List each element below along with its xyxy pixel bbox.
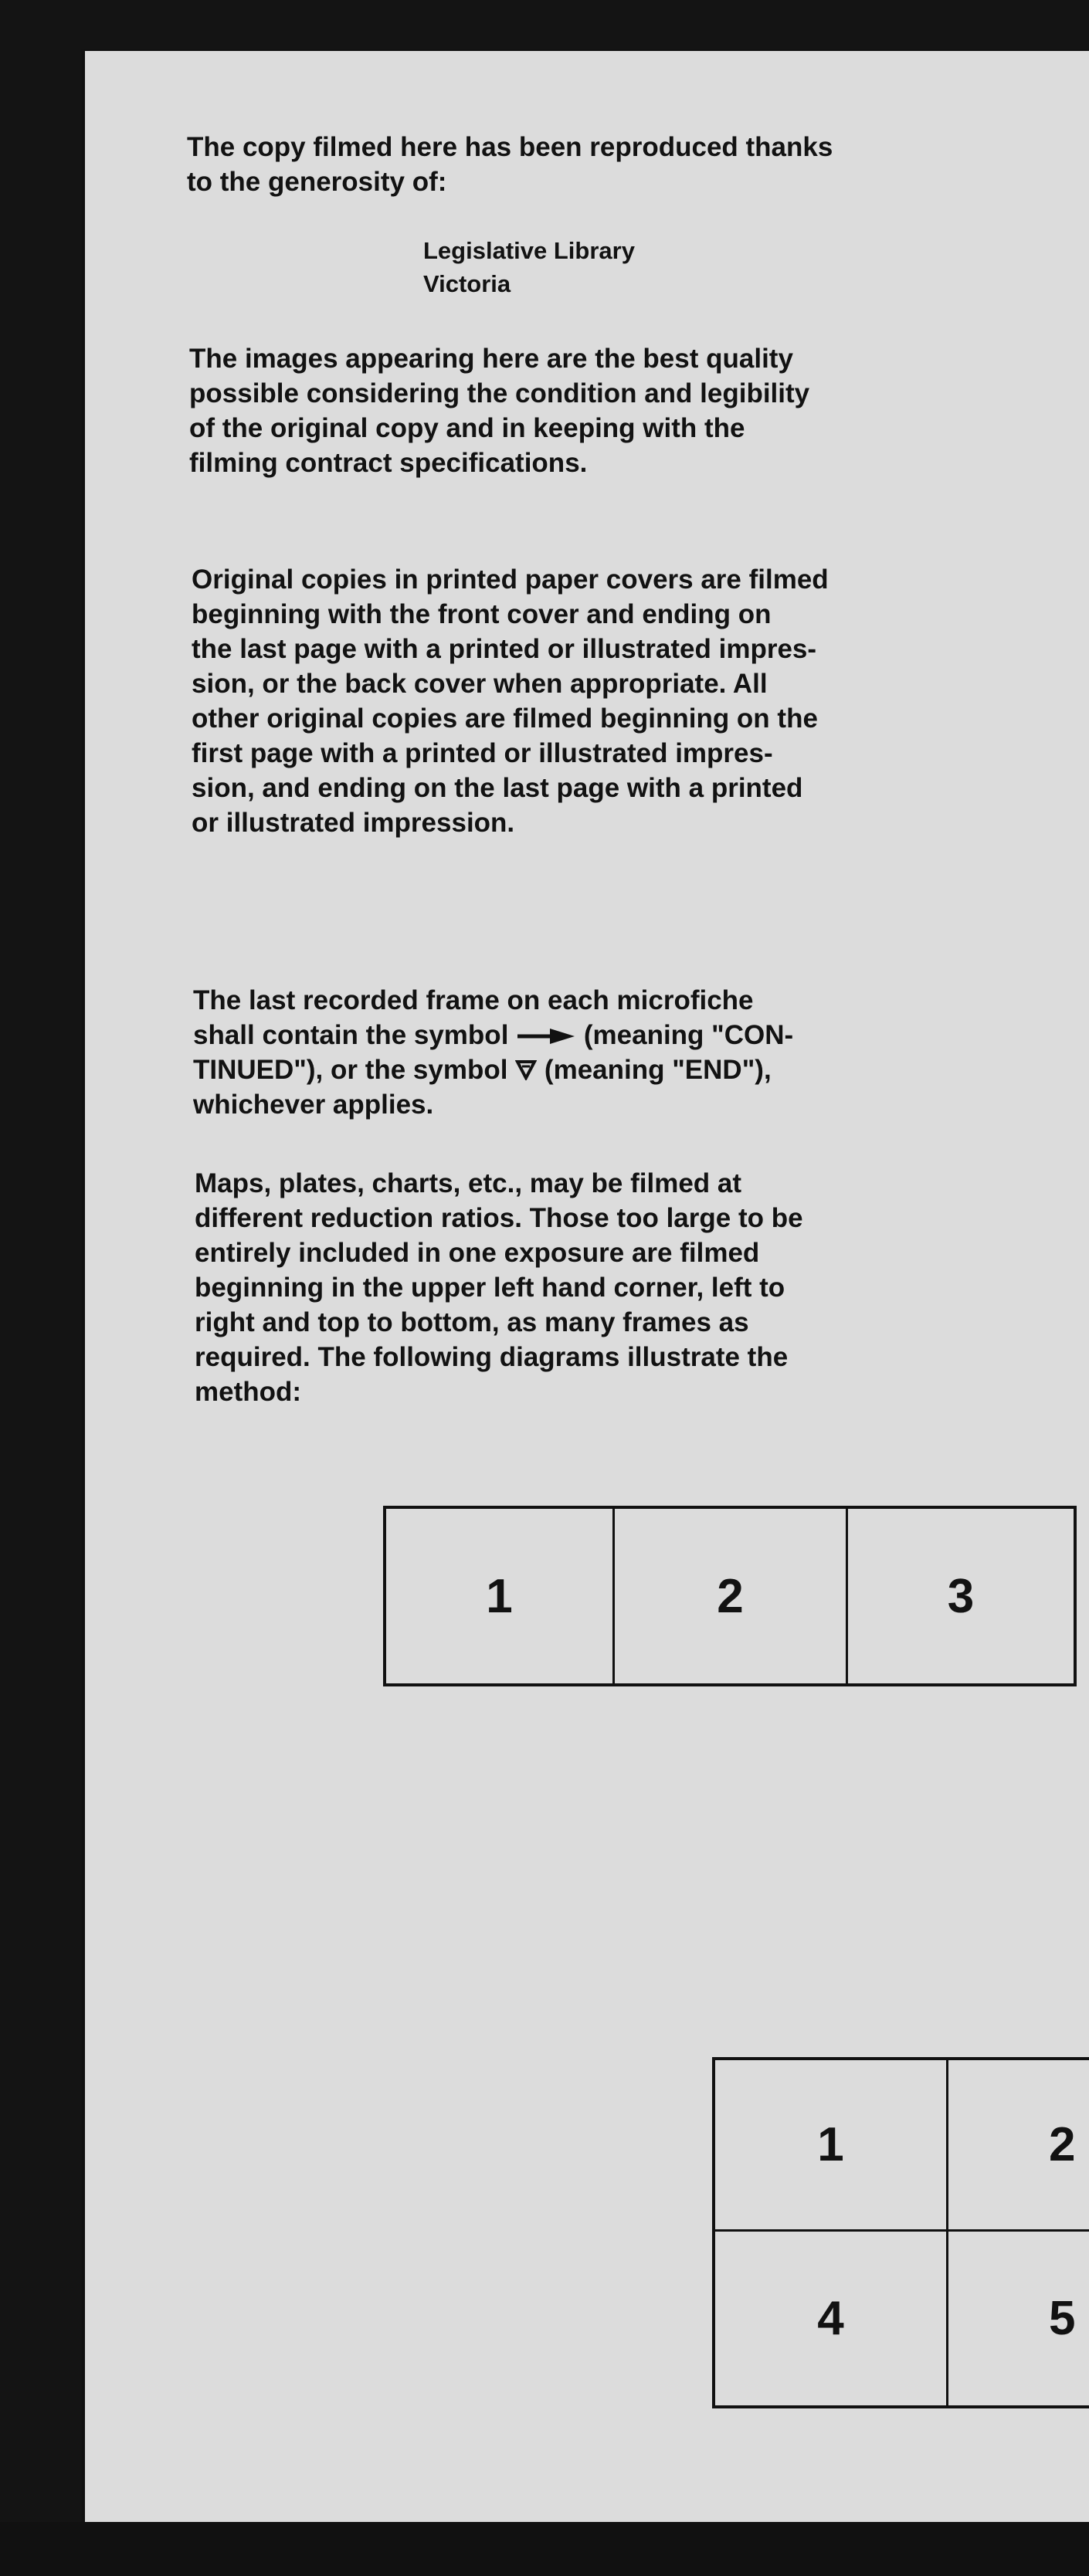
diagram-frame: 1 [715,2060,948,2232]
diagram-frame: 2 [948,2060,1089,2232]
diagram-frame: 3 [947,1569,975,1623]
diagram-row [383,1506,1077,1686]
diagram-frame: 2 [615,1509,848,1683]
intro-text: The copy filmed here has been reproduced thanks to the generosity of: [187,132,833,197]
symbol-note-line1: The last recorded frame on each microfiche [193,985,754,1015]
covers-note: Original copies in printed paper covers are filmed beginning with the front cover and ending on the last page with a printed or illustrated impres- sion, or the back cover when appropriate. All other original copies are filmed beginning on the first page with a printed or illustrated impres- sion, and ending on the last page with a printed or illustrated impression. [192,564,829,838]
symbol-note-line2-start: shall contain the symbol [193,1020,517,1050]
quality-note: The images appearing here are the best quality possible considering the condition and legibility of the original copy and in keeping with the filming contract specifications. [189,344,810,478]
symbol-note-line3-end: (meaning "END"), [537,1055,772,1085]
symbol-note-line2 [193,1018,793,1054]
symbol-note-line3 [193,1052,772,1089]
diagram-frame: 1 [386,1509,615,1683]
symbol-note-line4: whichever applies. [193,1090,434,1120]
symbol-note-line3-start: TINUED"), or the symbol [193,1055,516,1085]
symbol-note-line2-end: (meaning "CON- [576,1020,794,1050]
diagram-frame: 4 [715,2232,948,2405]
diagram-frame: 5 [1049,2292,1076,2345]
nabla-icon [515,1054,537,1089]
library-city: Victoria [423,270,511,297]
film-border [0,2522,1089,2576]
library-name: Legislative Library [423,237,635,264]
arrow-icon [516,1019,576,1054]
maps-note: Maps, plates, charts, etc., may be filmed at different reduction ratios. Those too large to be entirely included in one exposure are filmed beginning in the upper left hand corner, left to right and top to bottom, as many frames as required. The following diagrams illustrate the method: [195,1168,803,1407]
diagram-grid [712,2057,1089,2408]
